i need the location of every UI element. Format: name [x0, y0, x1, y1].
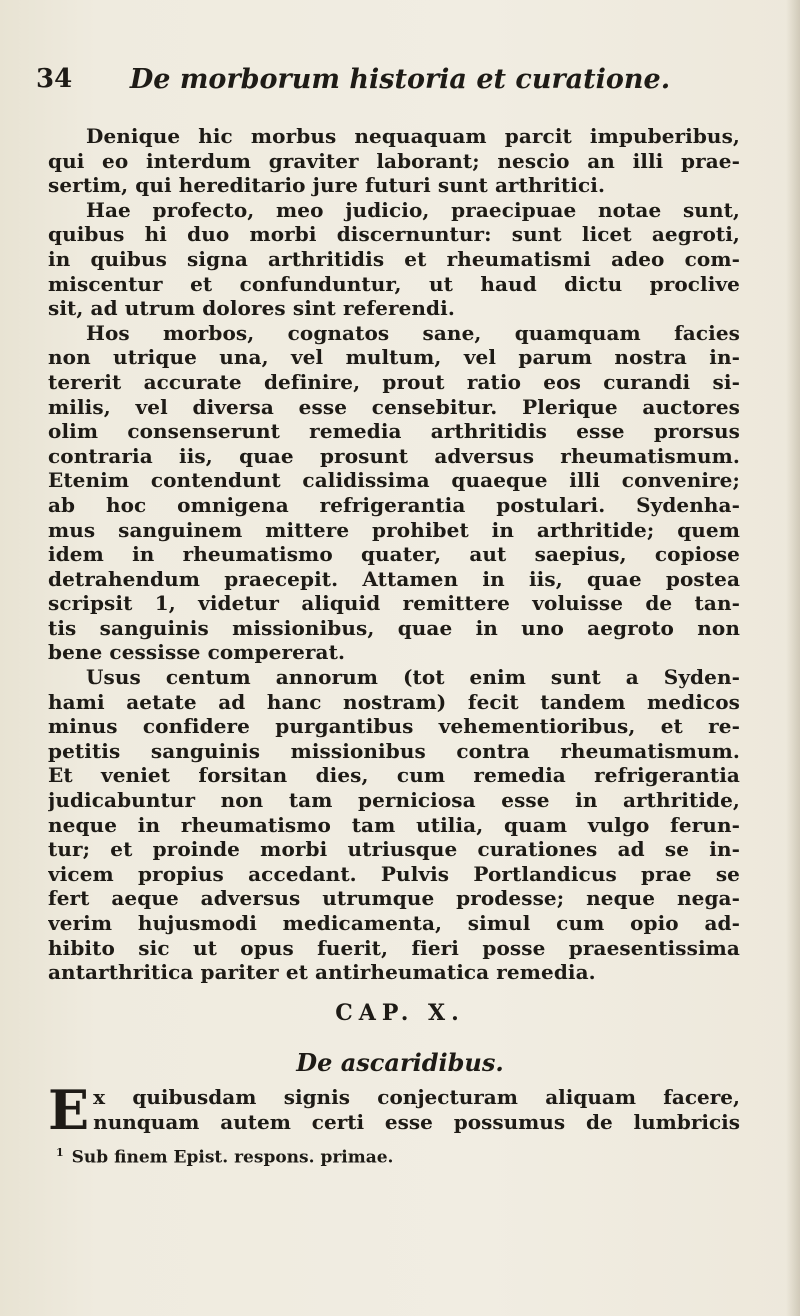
- body-text: [48, 124, 740, 985]
- text-line: neque in rheumatismo tam utilia, quam vulgo ferun-: [48, 812, 740, 837]
- text-line: nunquam autem certi esse possumus de lumbricis: [93, 1109, 740, 1134]
- text-line: ab hoc omnigena refrigerantia postulari. Sydenha-: [48, 492, 740, 517]
- running-title: De morborum historia et curatione.: [129, 64, 671, 95]
- text-line: scripsit 1, videtur aliquid remittere voluisse de tan-: [48, 591, 740, 616]
- text-line: vicem propius accedant. Pulvis Portlandicus prae se: [48, 861, 740, 886]
- text-line: hibito sic ut opus fuerit, fieri posse praesentissima: [48, 935, 740, 960]
- text-line: tis sanguinis missionibus, quae in uno aegroto non: [48, 615, 740, 640]
- text-line: sit, ad utrum dolores sint referendi.: [48, 296, 455, 321]
- footnote-mark: 1: [56, 1146, 64, 1159]
- text-line: petitis sanguinis missionibus contra rheumatismum.: [48, 738, 740, 763]
- footnote: [56, 1146, 736, 1168]
- text-line: in quibus signa arthritidis et rheumatismi adeo com-: [48, 246, 740, 271]
- text-line: hami aetate ad hanc nostram) fecit tandem medicos: [48, 689, 740, 714]
- text-line: Hae profecto, meo judicio, praecipuae notae sunt,: [86, 197, 740, 222]
- text-line: Denique hic morbus nequaquam parcit impuberibus,: [86, 124, 740, 148]
- text-line: detrahendum praecepit. Attamen in iis, quae postea: [48, 566, 740, 591]
- text-line: milis, vel diversa esse censebitur. Plerique auctores: [48, 394, 740, 419]
- text-line: Etenim contendunt calidissima quaeque illi convenire;: [48, 468, 740, 493]
- text-line: miscentur et confunduntur, ut haud dictu proclive: [48, 271, 740, 296]
- text-line: non utrique una, vel multum, vel parum nostra in-: [48, 345, 740, 370]
- text-line: tur; et proinde morbi utriusque curationes ad se in-: [48, 837, 740, 862]
- text-line: verim hujusmodi medicamenta, simul cum opio ad-: [48, 911, 740, 935]
- text-line: x quibusdam signis conjecturam aliquam facere,: [93, 1085, 740, 1109]
- page-gutter-shadow: [786, 0, 800, 1316]
- page-number: 34: [36, 64, 73, 94]
- text-line: quibus hi duo morbi discernuntur: sunt licet aegroti,: [48, 222, 740, 247]
- text-line: Hos morbos, cognatos sane, quamquam facies: [86, 320, 740, 345]
- text-line: minus confidere purgantibus vehementioribus, et re-: [48, 714, 740, 739]
- drop-cap: E: [48, 1078, 90, 1142]
- text-line: Et veniet forsitan dies, cum remedia refrigerantia: [48, 763, 740, 788]
- text-line: olim consenserunt remedia arthritidis esse prorsus: [48, 419, 740, 444]
- footnote-text: Sub finem Epist. respons. primae.: [71, 1147, 394, 1168]
- text-line: sertim, qui hereditario jure futuri sunt arthritici.: [48, 173, 606, 198]
- chapter-subtitle: De ascaridibus.: [296, 1048, 504, 1077]
- chapter-opening-paragraph: [48, 1078, 740, 1142]
- text-line: contraria iis, quae prosunt adversus rheumatismum.: [48, 443, 740, 468]
- text-line: qui eo interdum graviter laborant; nescio an illi prae-: [48, 148, 740, 173]
- text-line: judicabuntur non tam perniciosa esse in arthritide,: [48, 788, 740, 813]
- text-line: Usus centum annorum (tot enim sunt a Syden-: [86, 665, 740, 690]
- text-line: idem in rheumatismo quater, aut saepius, copiose: [48, 542, 740, 567]
- text-line: tererit accurate definire, prout ratio eos curandi si-: [48, 369, 740, 394]
- text-line: bene cessisse compererat.: [48, 640, 346, 665]
- text-line: fert aeque adversus utrumque prodesse; neque nega-: [48, 886, 740, 911]
- chapter-heading: CAP. X.: [335, 1000, 465, 1026]
- text-line: antarthritica pariter et antirheumatica remedia.: [48, 960, 596, 985]
- page-header: [0, 64, 800, 104]
- text-line: mus sanguinem mittere prohibet in arthritide; quem: [48, 517, 740, 542]
